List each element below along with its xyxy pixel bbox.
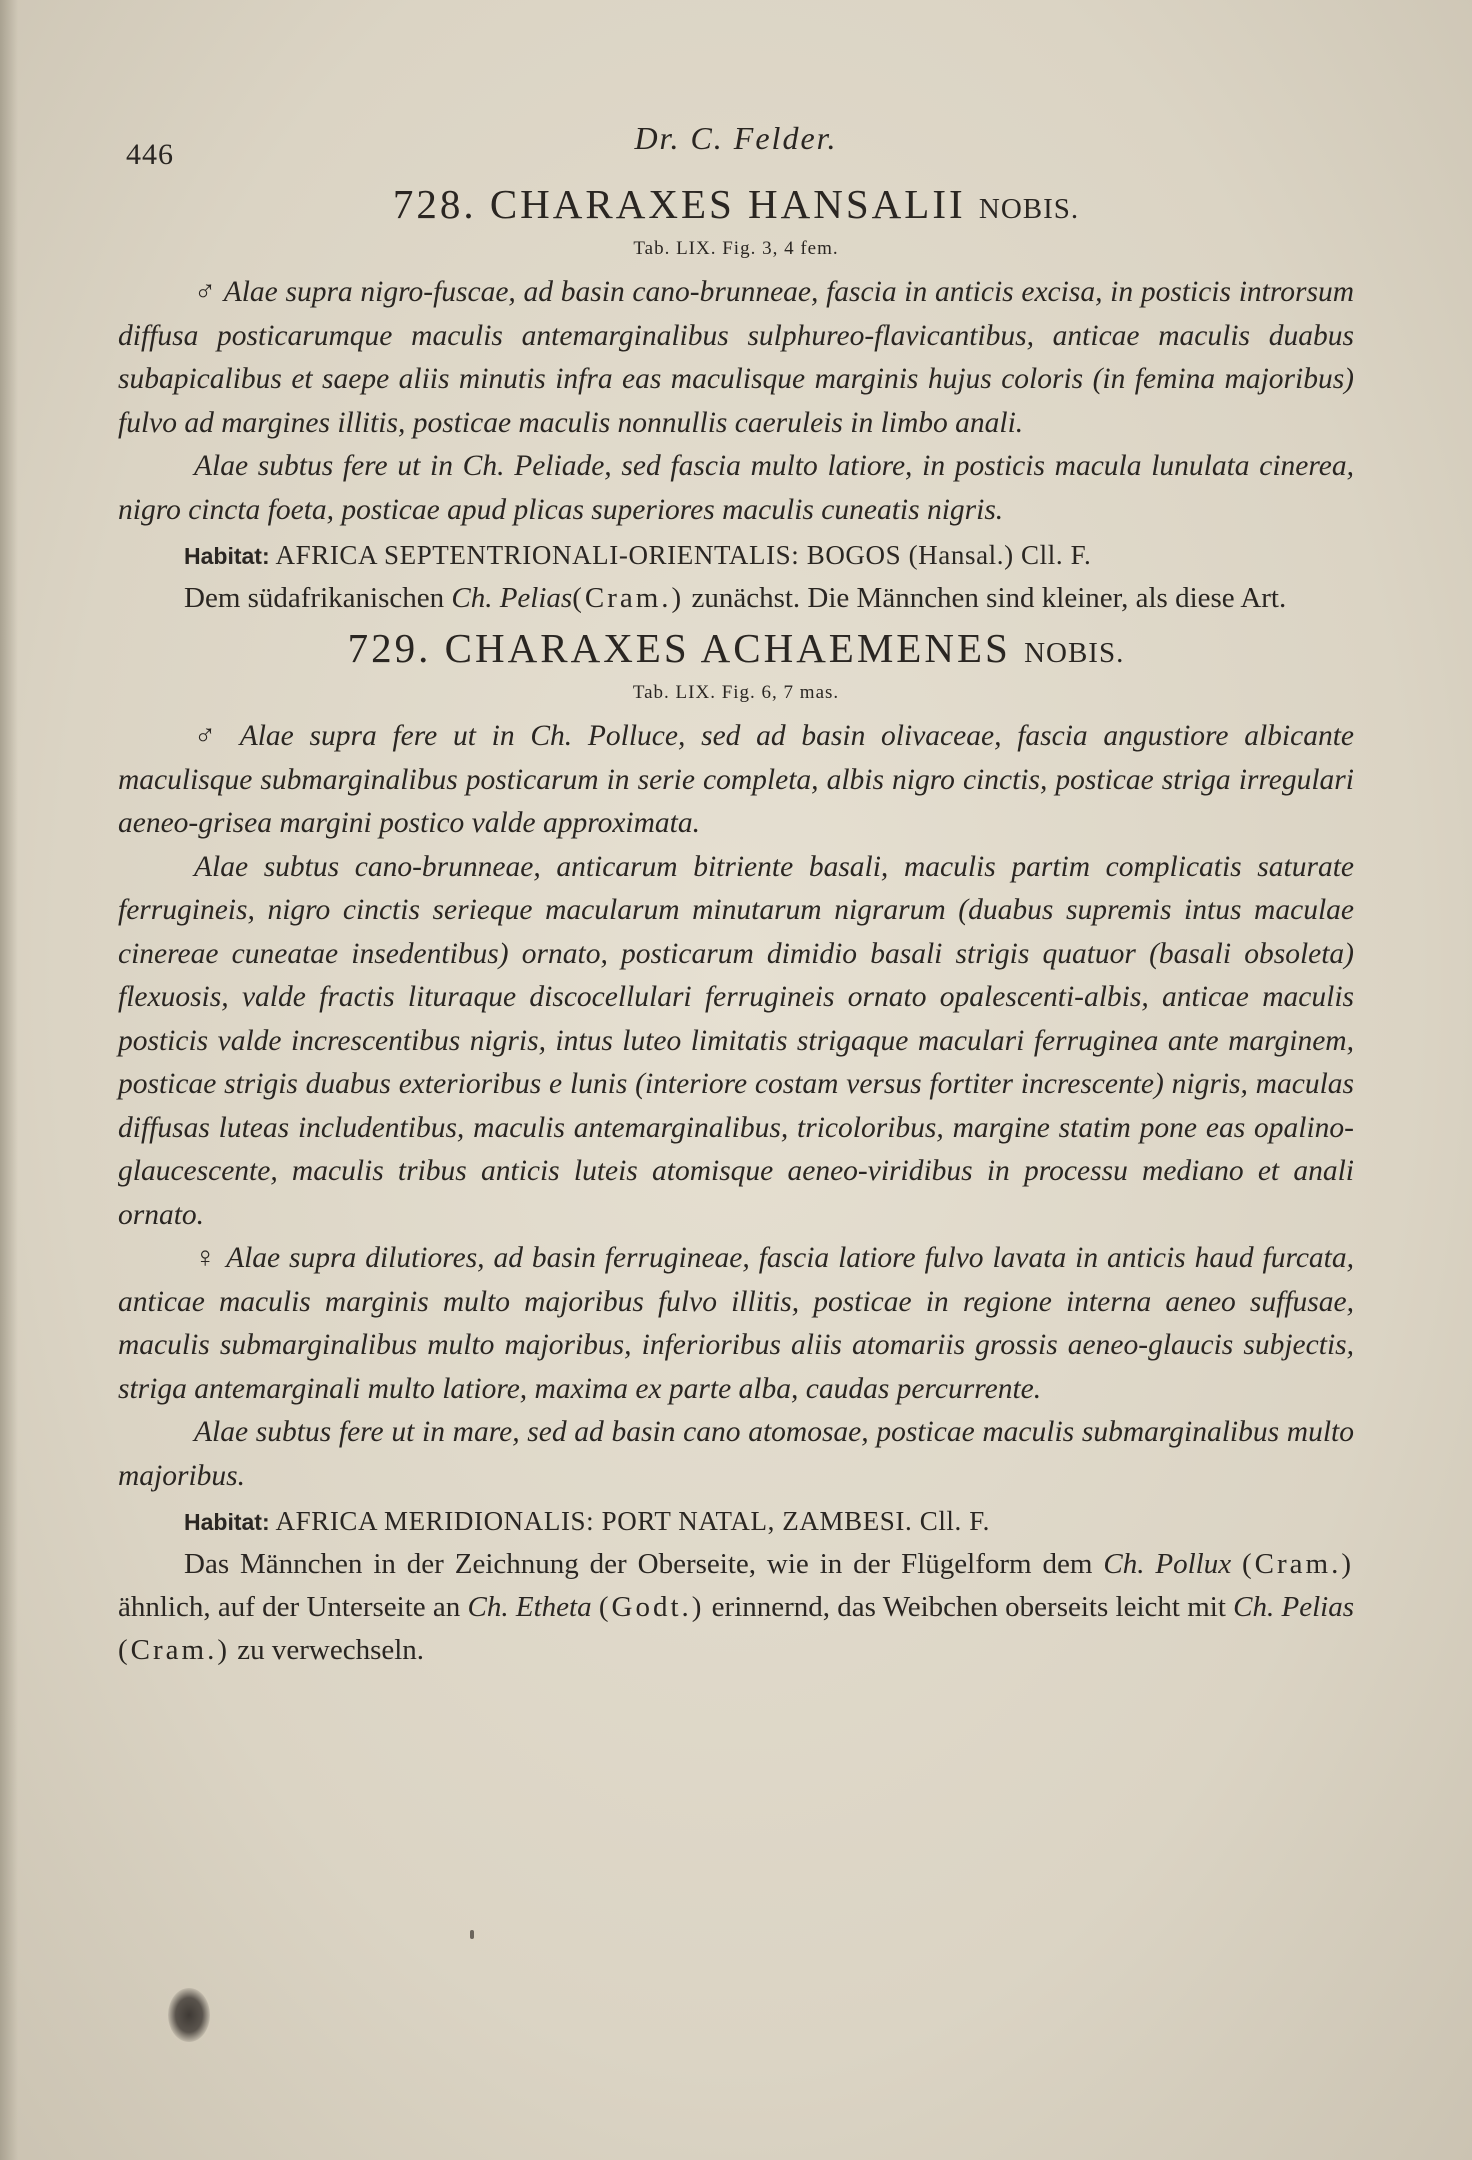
german-remark xyxy=(118,1543,1354,1672)
male-symbol: ♂ xyxy=(194,720,225,752)
male-symbol: ♂ xyxy=(194,276,217,308)
authority: (Cram.) xyxy=(118,1634,230,1666)
remark-text: erinnernd, das Weibchen oberseits leicht mit xyxy=(704,1591,1234,1623)
species-number: 729. xyxy=(347,625,432,671)
habitat-text: AFRICA SEPTENTRIONALI-ORIENTALIS: BOGOS (Hansal.) Cll. F. xyxy=(275,540,1092,570)
authority: (Cram.) xyxy=(1242,1548,1355,1580)
plate-reference: Tab. LIX. Fig. 3, 4 fem. xyxy=(633,238,839,259)
male-description-underside: Alae subtus cano-brunneae, anticarum bitriente basali, maculis partim complicatis saturate ferrugineis, nigro cinctis serieque macularum minutarum nigrarum (duabus supremis intus maculae cinereae cuneatae insedentibus) ornato, posticarum dimidio basali strigis quatuor (basali obsoleta) flexuosis, valde fractis lituraque discocellulari ferrugineis ornato opalescenti-albis, anticae maculis posticis valde increscentibus nigris, intus luteo limitatis strigaque maculari ferruginea ante marginem, posticae strigis duabus exterioribus e lunis (interiore costam versus fortiter increscente) nigris, maculas diffusas luteas includentibus, maculis antemarginalibus, tricoloribus, margine statim pone eas opalino-glaucescente, maculis tribus anticis luteis atomisque aeneo-viridibus in processu mediano et anali ornato. xyxy=(118,850,1354,1231)
species-reference: Ch. Etheta xyxy=(467,1591,592,1623)
description-text: Alae supra dilutiores, ad basin ferrugineae, fascia latiore fulvo lavata in anticis haud furcata, anticae maculis marginis multo majoribus fulvo illitis, posticae in regione interna aeneo suffusae, maculis submarginalibus multo majoribus, inferioribus aliis atomariis grossis aeneo-glaucis subjectis, striga antemarginali multo latiore, maxima ex parte alba, caudas percurrente. xyxy=(118,1242,1355,1405)
habitat-line xyxy=(118,1500,1354,1543)
male-description-upperside xyxy=(118,715,1354,846)
description-text: Alae supra nigro-fuscae, ad basin cano-brunneae, fascia in anticis excisa, in posticis introrsum diffusa posticarumque maculis antemarginalibus sulphureo-flavicantibus, anticae maculis duabus subapicalibus et saepe aliis minutis infra eas maculisque marginis hujus coloris (in femina majoribus) fulvo ad margines illitis, posticae maculis nonnullis caeruleis in limbo anali. xyxy=(118,276,1355,439)
habitat-label: Habitat: xyxy=(184,543,270,569)
remark-text: zunächst. Die Männchen sind kleiner, als diese Art. xyxy=(684,582,1287,614)
species-author: NOBIS. xyxy=(1024,637,1125,669)
female-symbol: ♀ xyxy=(194,1242,218,1274)
remark-text: Dem südafrikanischen xyxy=(184,582,452,614)
species-name: CHARAXES HANSALII xyxy=(489,181,966,227)
text-block xyxy=(118,120,1354,1672)
species-reference: Ch. Pelias xyxy=(1233,1591,1354,1623)
description-text: Alae supra fere ut in Ch. Polluce, sed ad basin olivaceae, fascia angustiore albicante maculisque submarginalibus posticarum in serie completa, albis nigro cinctis, posticae striga irregulari aeneo-grisea margini postico valde approximata. xyxy=(118,720,1355,839)
remark-text: Das Männchen in der Zeichnung der Oberseite, wie in der Flügelform dem xyxy=(184,1548,1104,1580)
remark-text: zu verwechseln. xyxy=(230,1634,425,1666)
habitat-line xyxy=(118,534,1354,577)
remark-text: ähnlich, auf der Unterseite an xyxy=(118,1591,468,1623)
female-description-underside: Alae subtus fere ut in mare, sed ad basin cano atomosae, posticae maculis submarginalibus multo majoribus. xyxy=(118,1416,1354,1492)
paper-speck xyxy=(470,1930,474,1939)
authority: (Cram.) xyxy=(572,582,685,614)
running-title: Dr. C. Felder. xyxy=(634,120,838,156)
description-underside: Alae subtus fere ut in Ch. Peliade, sed fascia multo latiore, in posticis macula lunulata cinerea, nigro cincta foeta, posticae apud plicas superiores maculis cuneatis nigris. xyxy=(118,450,1354,526)
page-edge-shadow xyxy=(0,0,18,2160)
species-reference: Ch. Pelias xyxy=(451,582,573,614)
habitat-text: AFRICA MERIDIONALIS: PORT NATAL, ZAMBESI. Cll. F. xyxy=(275,1506,991,1536)
german-remark xyxy=(118,577,1354,620)
plate-reference: Tab. LIX. Fig. 6, 7 mas. xyxy=(632,682,840,703)
female-description-upperside xyxy=(118,1237,1354,1411)
species-name: CHARAXES ACHAEMENES xyxy=(444,625,1011,671)
running-head xyxy=(118,120,1354,176)
description-upperside xyxy=(118,271,1354,445)
species-number: 728. xyxy=(392,181,477,227)
ink-stain xyxy=(168,1988,210,2042)
habitat-label: Habitat: xyxy=(184,1509,270,1535)
species-reference: Ch. Pollux xyxy=(1103,1548,1232,1580)
authority: (Godt.) xyxy=(598,1591,705,1623)
page-number: 446 xyxy=(126,138,174,171)
species-author: NOBIS. xyxy=(978,193,1080,225)
species-heading-728 xyxy=(118,178,1354,235)
species-heading-729 xyxy=(118,622,1354,679)
